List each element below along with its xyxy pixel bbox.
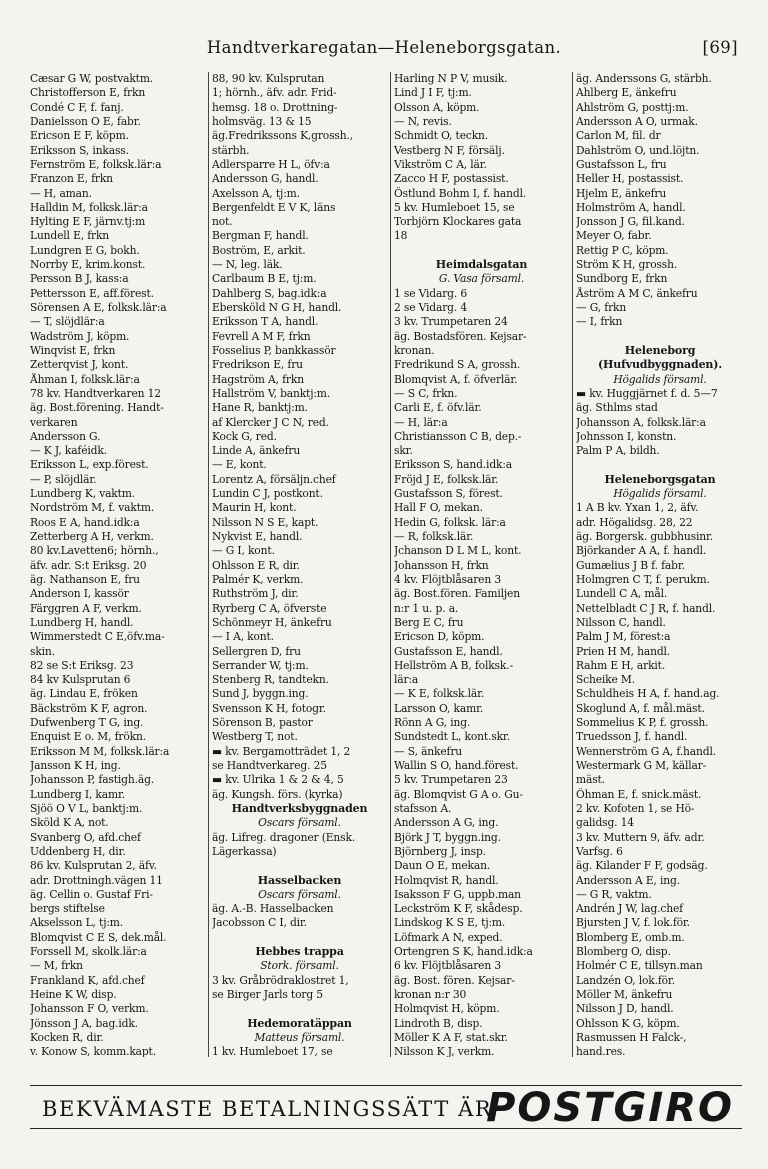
- directory-entry: Lundberg I, kamr.: [30, 787, 125, 801]
- directory-entry: [576, 458, 744, 472]
- directory-entry: Sommelius K P, f. grossh.: [576, 716, 709, 730]
- directory-entry: Holmqvist H, köpm.: [394, 1002, 500, 1016]
- directory-entry: 2 se Vidarg. 4: [394, 301, 468, 314]
- directory-entry: Skoglund A, f. mål.mäst.: [576, 701, 705, 715]
- directory-entry: Johansson F O, verkm.: [30, 1002, 149, 1016]
- directory-entry: Eriksson T A, handl.: [212, 315, 319, 329]
- directory-entry: Sjöö O V L, banktj:m.: [30, 801, 143, 815]
- directory-entry: Pettersson E, aff.förest.: [30, 286, 154, 300]
- directory-entry: Johansson P, fastigh.äg.: [30, 773, 155, 787]
- directory-entry: äg. Anderssons G, stärbh.: [576, 72, 712, 85]
- directory-entry: — P, slöjdlär.: [30, 472, 97, 486]
- directory-entry: — I, frkn: [576, 315, 623, 329]
- directory-entry: 3 kv. Trumpetaren 24: [394, 315, 508, 329]
- directory-entry: äg. A.-B. Hasselbacken: [212, 902, 334, 916]
- directory-entry: Vikström C A, lär.: [394, 157, 487, 171]
- directory-entry: Stenberg R, tandtekn.: [212, 673, 329, 687]
- directory-entry: Lind J I F, tj:m.: [394, 86, 472, 100]
- directory-entry: Halldin M, folksk.lär:a: [30, 200, 148, 214]
- directory-entry: Fredrikson E, fru: [212, 358, 303, 372]
- directory-entry: ▬ kv. Bergamotträdet 1, 2: [212, 744, 351, 758]
- directory-entry: Björk J T, byggn.ing.: [394, 830, 501, 844]
- directory-entry: Johansson H, frkn: [394, 558, 489, 572]
- directory-entry: kronan n:r 30: [394, 988, 467, 1001]
- directory-entry: Handtverksbyggnaden: [231, 801, 368, 815]
- directory-entry: — K J, kaféidk.: [30, 444, 107, 458]
- directory-entry: Truedsson J, f. handl.: [576, 730, 688, 744]
- directory-entry: Heine K W, disp.: [30, 988, 117, 1001]
- directory-entry: ▬ kv. Huggjärnet f. d. 5—7: [576, 386, 718, 400]
- directory-entry: hemsg. 18 o. Drottning-: [212, 100, 338, 114]
- directory-entry: Boström, E, arkit.: [212, 243, 306, 257]
- directory-entry: skr.: [394, 444, 413, 458]
- directory-entry: äg. Blomqvist G A o. Gu-: [394, 787, 523, 801]
- directory-entry: Bergman F, handl.: [212, 229, 309, 243]
- directory-entry: Wimmerstedt C E,öfv.ma-: [30, 630, 165, 644]
- directory-entry: Nilsson C, handl.: [576, 615, 666, 629]
- directory-entry: 84 kv Kulsprutan 6: [30, 673, 131, 687]
- directory-entry: Stork. församl.: [260, 959, 339, 973]
- directory-entry: Enquist E o. M, frökn.: [30, 730, 146, 744]
- directory-entry: Åström A M C, änkefru: [576, 286, 698, 300]
- page-title: Handtverkaregatan—Heleneborgsgatan.: [206, 38, 562, 57]
- directory-entry: — H, aman.: [30, 186, 92, 200]
- directory-entry: Sundborg E, frkn: [576, 272, 668, 286]
- directory-entry: Westberg T, not.: [212, 730, 298, 744]
- directory-entry: Fröjd J E, folksk.lär.: [394, 472, 499, 486]
- directory-entry: Hedemoratäppan: [247, 1016, 352, 1030]
- directory-entry: skin.: [30, 644, 55, 658]
- directory-entry: Oscars församl.: [258, 887, 341, 901]
- directory-entry: Carlon M, fil. dr: [576, 129, 661, 143]
- directory-entry: 5 kv. Humleboet 15, se: [394, 200, 515, 214]
- directory-entry: Schuldheis H A, f. hand.ag.: [576, 687, 720, 701]
- directory-entry: Fosselius P, bankkassör: [212, 343, 336, 357]
- directory-entry: galidsg. 14: [576, 816, 634, 830]
- directory-entry: Heimdalsgatan: [435, 258, 528, 272]
- directory-entry: se Birger Jarls torg 5: [212, 988, 323, 1001]
- directory-entry: Olsson A, köpm.: [394, 100, 480, 114]
- directory-entry: [212, 1002, 387, 1016]
- directory-entry: Leckström K F, skådesp.: [394, 902, 523, 916]
- directory-entry: [212, 859, 387, 873]
- directory-entry: kronan.: [394, 343, 435, 357]
- directory-entry: Holmström A, handl.: [576, 200, 686, 214]
- directory-entry: Holmgren C T, f. perukm.: [576, 572, 710, 586]
- directory-entry: Sellergren D, fru: [212, 644, 301, 658]
- directory-entry: Uddenberg H, dir.: [30, 844, 126, 858]
- directory-entry: Lundgren E G, bokh.: [30, 243, 140, 257]
- directory-entry: Daun O E, mekan.: [394, 859, 491, 873]
- directory-entry: äg. Bost. fören. Kejsar-: [394, 973, 515, 987]
- directory-entry: Hall F O, mekan.: [394, 501, 483, 515]
- directory-entry: Oscars församl.: [258, 816, 341, 830]
- directory-entry: Isaksson F G, uppb.man: [394, 887, 521, 901]
- directory-entry: 82 se S:t Eriksg. 23: [30, 658, 134, 672]
- directory-entry: Lundberg H, handl.: [30, 615, 134, 629]
- directory-entry: Scheike M.: [576, 673, 635, 687]
- directory-entry: äg. Cellin o. Gustaf Fri-: [30, 887, 153, 901]
- directory-entry: ▬ kv. Ulrika 1 & 2 & 4, 5: [212, 773, 344, 787]
- directory-columns: [30, 72, 742, 1057]
- directory-entry: Ebersköld N G H, handl.: [212, 301, 342, 314]
- directory-entry: Bjursten J V, f. lok.för.: [576, 916, 690, 930]
- directory-entry: — E, kont.: [212, 458, 267, 472]
- directory-entry: Norrby E, krim.konst.: [30, 258, 146, 272]
- directory-entry: 3 kv. Muttern 9, äfv. adr.: [576, 830, 705, 844]
- directory-entry: adr. Högalidsg. 28, 22: [576, 515, 693, 529]
- directory-entry: Kocken R, dir.: [30, 1030, 104, 1044]
- directory-entry: Möller M, änkefru: [576, 988, 673, 1001]
- directory-entry: Hedin G, folksk. lär:a: [394, 515, 506, 529]
- directory-entry: Ahlström G, posttj:m.: [576, 100, 689, 114]
- directory-entry: Rönn A G, ing.: [394, 716, 471, 730]
- directory-entry: Svanberg O, afd.chef: [30, 830, 141, 844]
- directory-entry: äg.Fredrikssons K,grossh.,: [212, 129, 353, 143]
- directory-entry: 88, 90 kv. Kulsprutan: [212, 72, 325, 85]
- directory-entry: Johnsson I, konstn.: [576, 429, 677, 443]
- directory-entry: Ahlberg E, änkefru: [576, 86, 677, 100]
- directory-entry: Hane R, banktj:m.: [212, 401, 308, 415]
- directory-entry: Ericson D, köpm.: [394, 630, 485, 644]
- directory-entry: Andersson A O, urmak.: [576, 114, 698, 128]
- directory-entry: Möller K A F, stat.skr.: [394, 1030, 508, 1044]
- directory-entry: 1 kv. Humleboet 17, se: [212, 1045, 333, 1057]
- advertisement-footer: [30, 1077, 742, 1135]
- directory-entry: äg. Borgersk. gubbhusinr.: [576, 530, 713, 543]
- directory-entry: Landzén O, lok.för.: [576, 973, 675, 987]
- directory-entry: Maurin H, kont.: [212, 501, 297, 515]
- directory-entry: äg. Kungsh. förs. (kyrka): [212, 787, 343, 801]
- directory-entry: — R, folksk.lär.: [394, 530, 474, 543]
- directory-entry: 3 kv. Gråbrödraklostret 1,: [212, 973, 349, 987]
- page-header: [30, 38, 738, 62]
- directory-entry: Sörenson B, pastor: [212, 716, 313, 730]
- directory-entry: Vestberg N F, försälj.: [394, 143, 505, 157]
- directory-entry: Andersson A E, ing.: [576, 873, 680, 887]
- directory-entry: Prien H M, handl.: [576, 644, 671, 658]
- directory-entry: Winqvist E, frkn: [30, 343, 116, 357]
- column-2: [212, 72, 387, 1057]
- directory-entry: Lorentz A, försäljn.chef: [212, 472, 336, 486]
- directory-entry: Blomqvist A, f. öfverlär.: [394, 372, 518, 386]
- directory-entry: — I A, kont.: [212, 630, 274, 644]
- directory-entry: Wennerström G A, f.handl.: [576, 744, 716, 758]
- directory-entry: Forssell M, skolk.lär:a: [30, 945, 147, 959]
- directory-entry: Blomqvist C E S, dek.mål.: [30, 930, 167, 944]
- directory-entry: Akselsson L, tj:m.: [30, 916, 124, 930]
- directory-entry: stärbh.: [212, 143, 250, 157]
- directory-entry: (Hufvudbyggnaden).: [597, 358, 723, 372]
- directory-entry: Hylting E F, järnv.tj:m: [30, 215, 146, 229]
- directory-entry: äg. Lindau E, fröken: [30, 687, 138, 701]
- directory-entry: Torbjörn Klockares gata: [394, 215, 522, 229]
- directory-entry: Hasselbacken: [257, 873, 342, 887]
- directory-entry: Lundell E, frkn: [30, 229, 110, 243]
- directory-entry: — G I, kont.: [212, 544, 275, 558]
- directory-entry: äfv. adr. S:t Eriksg. 20: [30, 558, 147, 572]
- directory-entry: Åhman I, folksk.lär:a: [30, 372, 140, 386]
- directory-entry: se Handtverkareg. 25: [212, 759, 327, 772]
- column-3: [394, 72, 569, 1057]
- directory-entry: adr. Drottningh.vägen 11: [30, 873, 163, 887]
- directory-entry: Hellström A B, folksk.-: [394, 658, 513, 672]
- directory-entry: Andersson A G, ing.: [394, 816, 499, 830]
- directory-entry: Lundberg K, vaktm.: [30, 487, 136, 501]
- directory-entry: 80 kv.Lavetten6; hörnh.,: [30, 544, 159, 558]
- page-number: [69]: [702, 38, 738, 57]
- column-4: [576, 72, 744, 1057]
- directory-entry: bergs stiftelse: [30, 902, 105, 916]
- directory-entry: Palmér K, verkm.: [212, 572, 304, 586]
- directory-entry: Serrander W, tj:m.: [212, 658, 309, 672]
- directory-entry: Rahm E H, arkit.: [576, 658, 666, 672]
- directory-entry: 4 kv. Flöjtblåsaren 3: [394, 572, 501, 586]
- directory-entry: Christiansson C B, dep.-: [394, 429, 522, 443]
- directory-entry: Hebbes trappa: [255, 945, 344, 959]
- directory-entry: — M, frkn: [30, 959, 83, 973]
- directory-entry: 86 kv. Kulsprutan 2, äfv.: [30, 859, 157, 873]
- directory-entry: Bäckström K F, agron.: [30, 701, 148, 715]
- directory-entry: Sköld K A, not.: [30, 816, 109, 830]
- directory-entry: Eriksson S, inkass.: [30, 143, 129, 157]
- advertisement-slogan: BEKVÄMASTE BETALNINGSSÄTT ÄR: [42, 1097, 493, 1121]
- directory-entry: Lundin C J, postkont.: [212, 487, 323, 501]
- directory-entry: mäst.: [576, 773, 605, 787]
- directory-entry: lär:a: [394, 673, 419, 687]
- directory-entry: Björnberg J, insp.: [394, 844, 486, 858]
- directory-entry: Carlbaum B E, tj:m.: [212, 272, 317, 286]
- directory-entry: Nilsson K J, verkm.: [394, 1045, 495, 1057]
- directory-entry: Nilsson J D, handl.: [576, 1002, 674, 1016]
- directory-entry: Anderson I, kassör: [30, 587, 129, 601]
- directory-entry: Holmqvist R, handl.: [394, 873, 499, 887]
- directory-entry: Dahlberg S, bag.idk:a: [212, 286, 327, 300]
- directory-entry: äg. Bost.förening. Handt-: [30, 401, 164, 415]
- directory-entry: Kock G, red.: [212, 429, 277, 443]
- directory-entry: Eriksson M M, folksk.lär:a: [30, 744, 170, 758]
- directory-entry: Fevrell A M F, frkn: [212, 329, 311, 343]
- advertisement-brand: POSTGIRO: [486, 1085, 734, 1131]
- directory-entry: Gustafsson S, förest.: [394, 487, 503, 501]
- directory-entry: Sundstedt L, kont.skr.: [394, 730, 510, 744]
- directory-entry: Jonsson J G, fil.kand.: [576, 215, 685, 229]
- directory-entry: Eriksson S, hand.idk:a: [394, 458, 513, 472]
- directory-entry: Svensson K H, fotogr.: [212, 701, 326, 715]
- directory-entry: Meyer O, fabr.: [576, 229, 652, 243]
- directory-entry: holmsväg. 13 & 15: [212, 114, 312, 128]
- directory-entry: Jacobsson C I, dir.: [212, 916, 307, 930]
- directory-entry: äg. Bostadsfören. Kejsar-: [394, 329, 527, 343]
- directory-entry: af Klercker J C N, red.: [212, 415, 329, 429]
- directory-entry: 6 kv. Flöjtblåsaren 3: [394, 959, 501, 973]
- directory-entry: Ohlsson E R, dir.: [212, 558, 300, 572]
- directory-entry: Lägerkassa): [212, 844, 277, 858]
- directory-entry: [576, 330, 744, 344]
- directory-entry: 18: [394, 229, 408, 243]
- directory-entry: Johansson A, folksk.lär:a: [576, 415, 706, 429]
- directory-entry: Gumælius J B f. fabr.: [576, 558, 685, 572]
- directory-entry: Larsson O, kamr.: [394, 701, 484, 715]
- directory-entry: Högalids församl.: [613, 487, 707, 501]
- directory-entry: Zetterqvist J, kont.: [30, 358, 129, 372]
- directory-entry: Nilsson N S E, kapt.: [212, 515, 319, 529]
- directory-entry: G. Vasa församl.: [438, 272, 525, 286]
- directory-entry: Fredrikund S A, grossh.: [394, 358, 521, 372]
- directory-entry: Öhman E, f. snick.mäst.: [576, 787, 702, 801]
- directory-entry: Ericson E F, köpm.: [30, 129, 129, 143]
- directory-entry: Dufwenberg T G, ing.: [30, 716, 144, 730]
- directory-entry: äg. Kilander F F, godsäg.: [576, 859, 708, 873]
- directory-entry: — S C, frkn.: [394, 386, 458, 400]
- column-divider: [208, 72, 209, 1057]
- directory-entry: Gustafsson E, handl.: [394, 644, 503, 658]
- directory-entry: Cæsar G W, postvaktm.: [30, 72, 154, 85]
- directory-entry: Ortengren S K, hand.idk:a: [394, 945, 533, 959]
- directory-entry: Nordström M, f. vaktm.: [30, 501, 155, 515]
- directory-entry: Dahlström O, und.löjtn.: [576, 143, 700, 157]
- directory-entry: Adlersparre H L, öfv:a: [212, 157, 330, 171]
- directory-entry: Ohlsson K G, köpm.: [576, 1016, 680, 1030]
- directory-entry: Axelsson A, tj:m.: [212, 186, 300, 200]
- directory-entry: Andrén J W, lag.chef: [576, 902, 683, 916]
- directory-entry: 78 kv. Handtverkaren 12: [30, 386, 161, 400]
- directory-entry: Lindskog K S E, tj:m.: [394, 916, 506, 930]
- directory-entry: Ström K H, grossh.: [576, 258, 678, 272]
- directory-entry: 1 se Vidarg. 6: [394, 286, 468, 300]
- directory-entry: Harling N P V, musik.: [394, 72, 508, 85]
- directory-entry: Eriksson L, exp.förest.: [30, 458, 149, 472]
- directory-entry: Sörensen A E, folksk.lär:a: [30, 301, 167, 314]
- directory-entry: Heller H, postassist.: [576, 172, 684, 186]
- directory-entry: Christofferson E, frkn: [30, 86, 146, 100]
- directory-entry: v. Konow S, komm.kapt.: [30, 1045, 156, 1057]
- directory-entry: — G R, vaktm.: [576, 887, 652, 901]
- directory-entry: Roos E A, hand.idk:a: [30, 515, 140, 529]
- directory-entry: Schmidt O, teckn.: [394, 129, 489, 143]
- directory-entry: Jansson K H, ing.: [30, 759, 121, 772]
- directory-entry: Andersson G, handl.: [212, 172, 319, 186]
- directory-entry: Bergenfeldt E V K, läns: [212, 200, 336, 214]
- directory-entry: Palm J M, förest:a: [576, 630, 671, 644]
- directory-entry: 5 kv. Trumpetaren 23: [394, 773, 508, 787]
- directory-entry: 1; hörnh., äfv. adr. Frid-: [212, 86, 337, 100]
- directory-entry: Blomberg E, omb.m.: [576, 930, 685, 944]
- directory-entry: Matteus församl.: [254, 1030, 345, 1044]
- directory-entry: Nettelbladt C J R, f. handl.: [576, 601, 716, 615]
- directory-entry: Holmér C E, tillsyn.man: [576, 959, 703, 973]
- directory-entry: Westermark G M, källar-: [576, 759, 707, 772]
- directory-entry: Heleneborgsgatan: [604, 472, 716, 486]
- directory-entry: [212, 931, 387, 945]
- directory-entry: Carli E, f. öfv.lär.: [394, 401, 482, 415]
- column-divider: [390, 72, 391, 1057]
- directory-entry: — H, lär:a: [394, 415, 448, 429]
- directory-entry: Rasmussen H Falck-,: [576, 1030, 687, 1044]
- directory-entry: n:r 1 u. p. a.: [394, 601, 459, 615]
- directory-entry: — G, frkn: [576, 301, 627, 314]
- directory-entry: not.: [212, 215, 233, 229]
- directory-entry: Hallström V, banktj:m.: [212, 386, 331, 400]
- directory-entry: Danielsson O E, fabr.: [30, 114, 141, 128]
- directory-entry: Schönmeyr H, änkefru: [212, 615, 332, 629]
- directory-entry: Blomberg O, disp.: [576, 945, 671, 959]
- directory-entry: Hagström A, frkn: [212, 372, 304, 386]
- directory-entry: Berg E C, fru: [394, 615, 464, 629]
- directory-entry: äg. Nathanson E, fru: [30, 572, 140, 586]
- directory-entry: — N, revis.: [394, 114, 452, 128]
- directory-entry: stafsson A.: [394, 801, 452, 815]
- directory-entry: Gustafsson L, fru: [576, 157, 667, 171]
- directory-entry: Franzon E, frkn: [30, 172, 113, 186]
- directory-entry: Rettig P C, köpm.: [576, 243, 669, 257]
- directory-entry: Lindroth B, disp.: [394, 1016, 483, 1030]
- directory-entry: verkaren: [30, 415, 78, 429]
- directory-entry: Condé C F, f. fanj.: [30, 100, 124, 114]
- directory-entry: Ryrberg C A, öfverste: [212, 601, 327, 615]
- directory-entry: [394, 244, 569, 258]
- directory-entry: Jchanson D L M L, kont.: [394, 544, 522, 558]
- directory-entry: 1 A B kv. Yxan 1, 2, äfv.: [576, 501, 699, 515]
- directory-entry: 2 kv. Kofoten 1, se Hö-: [576, 801, 695, 815]
- directory-entry: Frankland K, afd.chef: [30, 973, 145, 987]
- directory-entry: Färggren A F, verkm.: [30, 601, 142, 615]
- directory-entry: — T, slöjdlär:a: [30, 315, 105, 329]
- directory-entry: Zetterberg A H, verkm.: [30, 530, 154, 543]
- directory-entry: Wallin S O, hand.förest.: [394, 759, 519, 772]
- directory-entry: Heleneborg: [624, 343, 696, 357]
- directory-entry: Andersson G.: [30, 429, 101, 443]
- directory-entry: Östlund Bohm I, f. handl.: [394, 186, 527, 200]
- directory-entry: Varfsg. 6: [576, 844, 623, 858]
- directory-entry: Hjelm E, änkefru: [576, 186, 667, 200]
- directory-entry: Löfmark A N, exped.: [394, 930, 503, 944]
- directory-entry: hand.res.: [576, 1045, 626, 1057]
- directory-entry: äg. Sthlms stad: [576, 401, 658, 415]
- directory-entry: Högalids församl.: [613, 372, 707, 386]
- directory-entry: Jönsson J A, bag.idk.: [30, 1016, 138, 1030]
- directory-entry: — S, änkefru: [394, 744, 463, 758]
- directory-entry: äg. Lifreg. dragoner (Ensk.: [212, 830, 356, 844]
- directory-entry: Björkander A A, f. handl.: [576, 544, 707, 558]
- directory-entry: — K E, folksk.lär.: [394, 687, 485, 701]
- directory-entry: Sund J, byggn.ing.: [212, 687, 309, 701]
- directory-entry: Lundell C A, mål.: [576, 587, 668, 601]
- directory-entry: — N, leg. läk.: [212, 258, 283, 272]
- directory-entry: Wadström J, köpm.: [30, 329, 130, 343]
- directory-entry: Palm P A, bildh.: [576, 444, 660, 458]
- directory-entry: Nykvist E, handl.: [212, 530, 303, 543]
- directory-entry: äg. Bost.fören. Familjen: [394, 587, 520, 601]
- directory-entry: Zacco H F, postassist.: [394, 172, 509, 186]
- column-1: [30, 72, 205, 1057]
- directory-entry: Fernström E, folksk.lär:a: [30, 157, 162, 171]
- column-divider: [572, 72, 573, 1057]
- directory-entry: Ruthström J, dir.: [212, 587, 299, 601]
- directory-entry: Linde A, änkefru: [212, 444, 301, 458]
- directory-entry: Persson B J, kass:a: [30, 272, 129, 286]
